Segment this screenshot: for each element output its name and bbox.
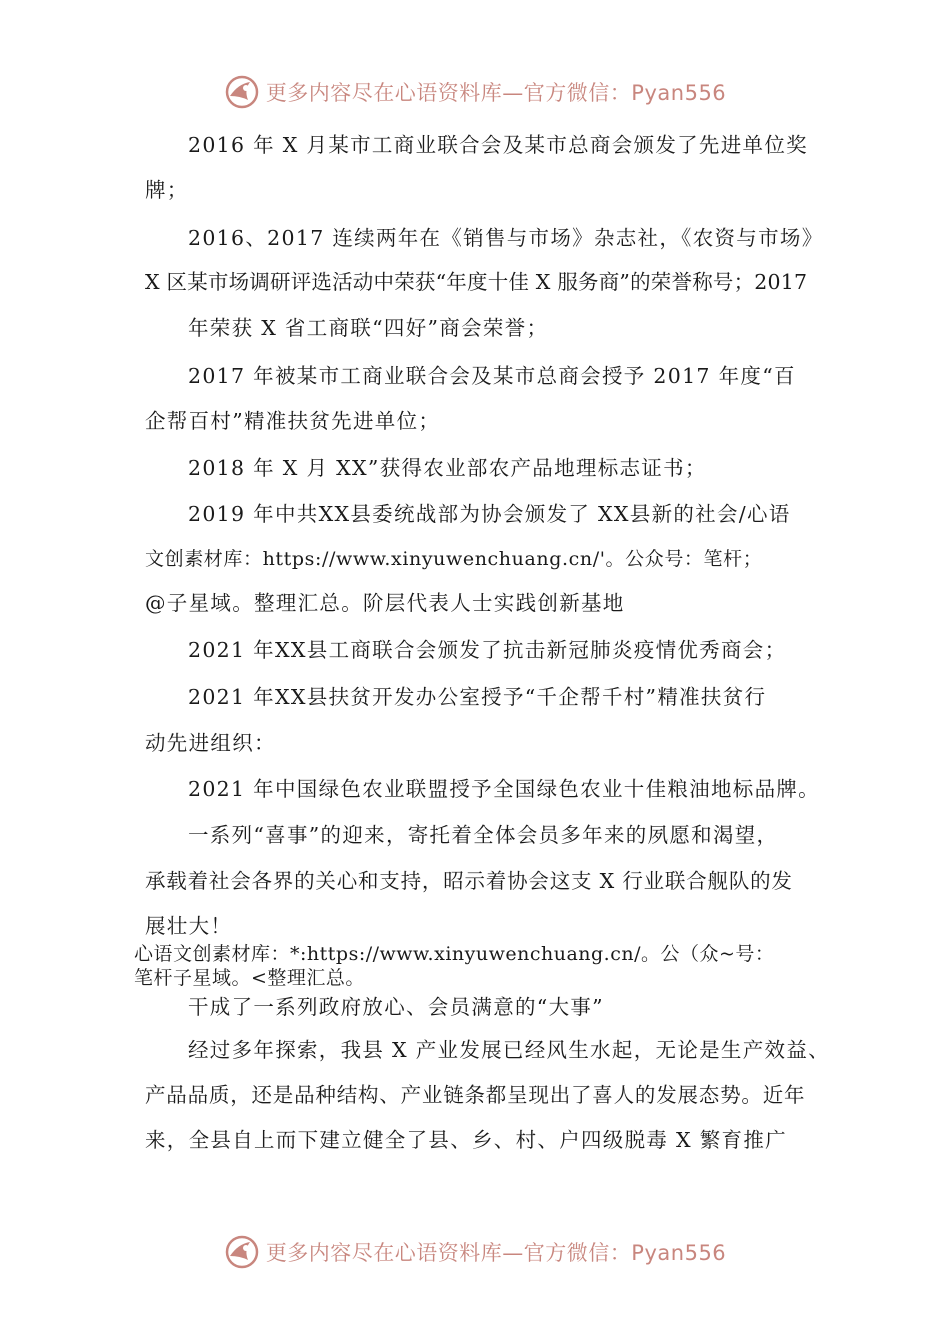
text-line: 文创素材库：https://www.xinyuwenchuang.cn/'。公众号：笔杆； <box>145 548 763 570</box>
footer-banner <box>0 1228 950 1276</box>
text-line: 一系列“喜事”的迎来，寄托着全体会员多年来的夙愿和渴望， <box>188 823 779 847</box>
text-line: 牌； <box>145 178 189 202</box>
footer-banner-text: 更多内容尽在心语资料库—官方微信：Pyan556 <box>265 1241 727 1265</box>
brand-logo-icon <box>224 1234 260 1270</box>
text-line: 展壮大！ <box>145 914 233 938</box>
text-line: 2018 年 X 月 XX”获得农业部农产品地理标志证书； <box>188 456 707 480</box>
text-line: 2021 年XX县扶贫开发办公室授予“千企帮千村”精准扶贫行 <box>188 685 767 709</box>
text-line: 2016、2017 连续两年在《销售与市场》杂志社，《农资与市场》 <box>188 226 824 250</box>
text-line: 2021 年XX县工商联合会颁发了抗击新冠肺炎疫情优秀商会； <box>188 638 787 662</box>
text-line: X 区某市场调研评选活动中荣获“年度十佳 X 服务商”的荣誉称号；2017 <box>145 270 808 294</box>
text-line: 承载着社会各界的关心和支持，昭示着协会这支 X 行业联合舰队的发 <box>145 869 793 893</box>
text-line: 2021 年中国绿色农业联盟授予全国绿色农业十佳粮油地标品牌。 <box>188 777 820 801</box>
text-line: 企帮百村”精准扶贫先进单位； <box>145 409 441 433</box>
text-line: @子星域。整理汇总。阶层代表人士实践创新基地 <box>145 591 625 615</box>
text-line: 产品品质，还是品种结构、产业链条都呈现出了喜人的发展态势。近年 <box>145 1083 806 1107</box>
header-banner-text: 更多内容尽在心语资料库—官方微信：Pyan556 <box>265 81 727 105</box>
watermark-line: 笔杆子星域。<整理汇总。 <box>134 967 365 989</box>
section-heading: 干成了一系列政府放心、会员满意的“大事” <box>188 995 604 1019</box>
brand-logo-icon <box>224 74 260 110</box>
text-line: 动先进组织： <box>145 731 276 755</box>
watermark-line: 心语文创素材库：*:https://www.xinyuwenchuang.cn/。公（众~号： <box>134 943 775 965</box>
header-banner <box>0 68 950 116</box>
text-line: 来，全县自上而下建立健全了县、乡、村、户四级脱毒 X 繁育推广 <box>145 1128 787 1152</box>
text-line: 2019 年中共XX县委统战部为协会颁发了 XX县新的社会/心语 <box>188 502 791 526</box>
text-line: 2016 年 X 月某市工商业联合会及某市总商会颁发了先进单位奖 <box>188 133 808 157</box>
text-line: 2017 年被某市工商业联合会及某市总商会授予 2017 年度“百 <box>188 364 796 388</box>
text-line: 年荣获 X 省工商联“四好”商会荣誉； <box>188 316 549 340</box>
text-line: 经过多年探索，我县 X 产业发展已经风生水起，无论是生产效益、 <box>188 1038 830 1062</box>
